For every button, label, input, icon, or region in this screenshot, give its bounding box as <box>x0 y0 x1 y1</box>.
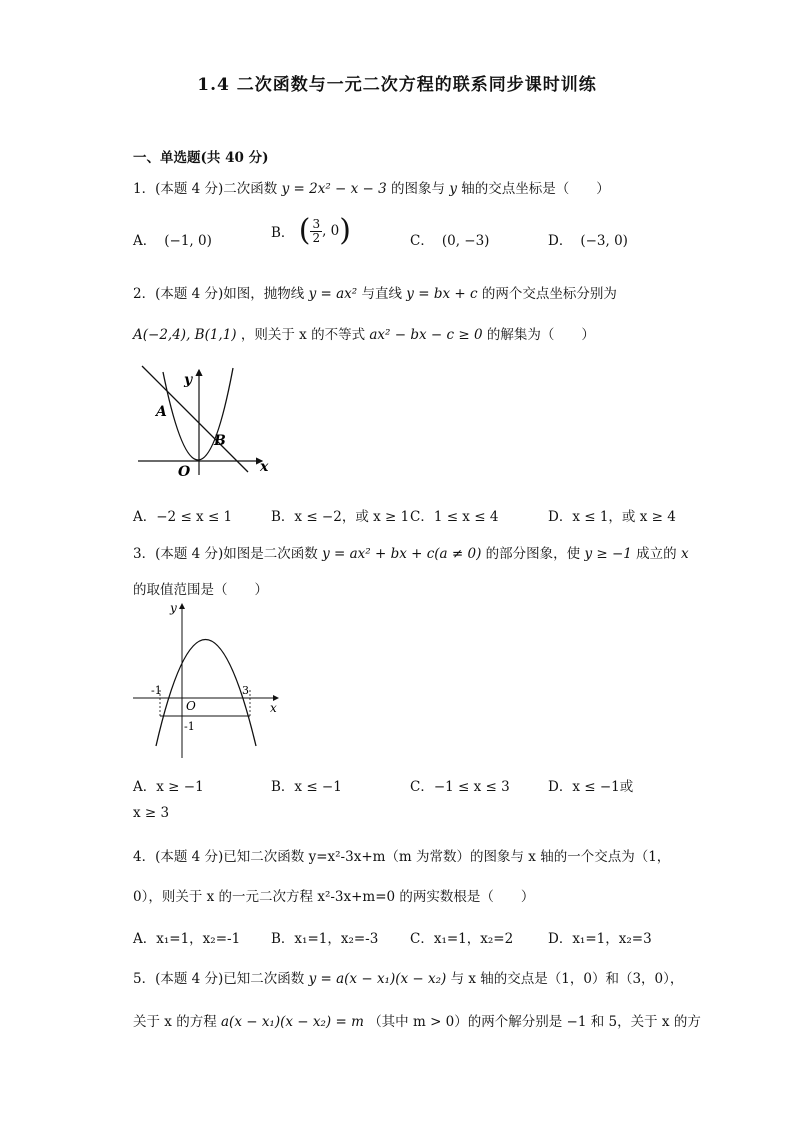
q4-option-a[interactable]: A．x₁=1，x₂=-1 <box>133 931 241 947</box>
q3-option-d[interactable]: D．x ≤ −1或 <box>548 779 634 795</box>
point-a-label: A <box>156 404 167 420</box>
q4-option-d[interactable]: D．x₁=1，x₂=3 <box>548 931 652 947</box>
x-axis-label: x <box>270 701 277 715</box>
q1-option-b[interactable]: B． ( $\frac{3}{2}$ , 0) <box>271 213 351 248</box>
origin-label: O <box>186 699 196 713</box>
question-3-stem-line2: 的取值范围是（ ） <box>133 582 268 598</box>
q2-option-d[interactable]: D．x ≤ 1，或 x ≥ 4 <box>548 509 676 525</box>
q1-formula: y = 2x² − x − 3 <box>281 181 387 197</box>
q4-option-b[interactable]: B．x₁=1，x₂=-3 <box>271 931 379 947</box>
question-2-stem-line1: 2．(本题 4 分)如图，抛物线 y = ax² 与直线 y = bx + c 的两个交点坐标分别为 <box>133 286 617 302</box>
y-axis-label: y <box>184 372 193 388</box>
question-4-stem-line2: 0），则关于 x 的一元二次方程 x²-3x+m=0 的两实数根是（ ） <box>133 889 535 905</box>
parabola <box>156 640 256 747</box>
question-4-stem-line1: 4．(本题 4 分)已知二次函数 y=x²-3x+m（m 为常数）的图象与 x 轴的一个交点为（1， <box>133 849 671 865</box>
q1-option-a[interactable]: A． (−1, 0) <box>133 233 212 249</box>
x-axis-label: x <box>260 459 269 475</box>
q3-option-a[interactable]: A．x ≥ −1 <box>133 779 204 795</box>
question-5-stem-line2: 关于 x 的方程 a(x − x₁)(x − x₂) = m （其中 m > 0）的两个解分别是 −1 和 5，关于 x 的方 <box>133 1014 701 1030</box>
x-3-label: 3 <box>242 684 249 697</box>
q2-option-c[interactable]: C．1 ≤ x ≤ 4 <box>410 509 499 525</box>
q3-option-c[interactable]: C．−1 ≤ x ≤ 3 <box>410 779 510 795</box>
q3-option-b[interactable]: B．x ≤ −1 <box>271 779 342 795</box>
q2-option-b[interactable]: B．x ≤ −2，或 x ≥ 1 <box>271 509 410 525</box>
q3-option-d-continued: x ≥ 3 <box>133 805 170 821</box>
question-3-stem-line1: 3．(本题 4 分)如图是二次函数 y = ax² + bx + c(a ≠ 0) 的部分图象，使 y ≥ −1 成立的 x <box>133 546 689 562</box>
x-minus-1-label: -1 <box>151 684 162 697</box>
page-title: 1.4 二次函数与一元二次方程的联系同步课时训练 <box>197 75 597 95</box>
q3-graph <box>128 598 288 763</box>
question-5-stem-line1: 5．(本题 4 分)已知二次函数 y = a(x − x₁)(x − x₂) 与 x 轴的交点是（1，0）和（3，0）， <box>133 971 684 987</box>
q2-graph <box>130 360 280 480</box>
y-axis-label: y <box>170 601 177 615</box>
question-1-stem: 1．(本题 4 分)二次函数 y = 2x² − x − 3 的图象与 y 轴的交点坐标是（ ） <box>133 181 610 197</box>
question-2-stem-line2: A(−2,4), B(1,1) ，则关于 x 的不等式 ax² − bx − c ≥ 0 的解集为（ ） <box>133 327 595 343</box>
q1-option-c[interactable]: C． (0, −3) <box>410 233 490 249</box>
section-heading: 一、单选题(共 40 分) <box>133 150 269 166</box>
q1-option-d[interactable]: D． (−3, 0) <box>548 233 628 249</box>
origin-label: O <box>178 464 191 480</box>
y-minus-1-label: -1 <box>184 720 195 733</box>
q4-option-c[interactable]: C．x₁=1，x₂=2 <box>410 931 514 947</box>
point-b-label: B <box>214 433 226 449</box>
q2-option-a[interactable]: A．−2 ≤ x ≤ 1 <box>133 509 233 525</box>
